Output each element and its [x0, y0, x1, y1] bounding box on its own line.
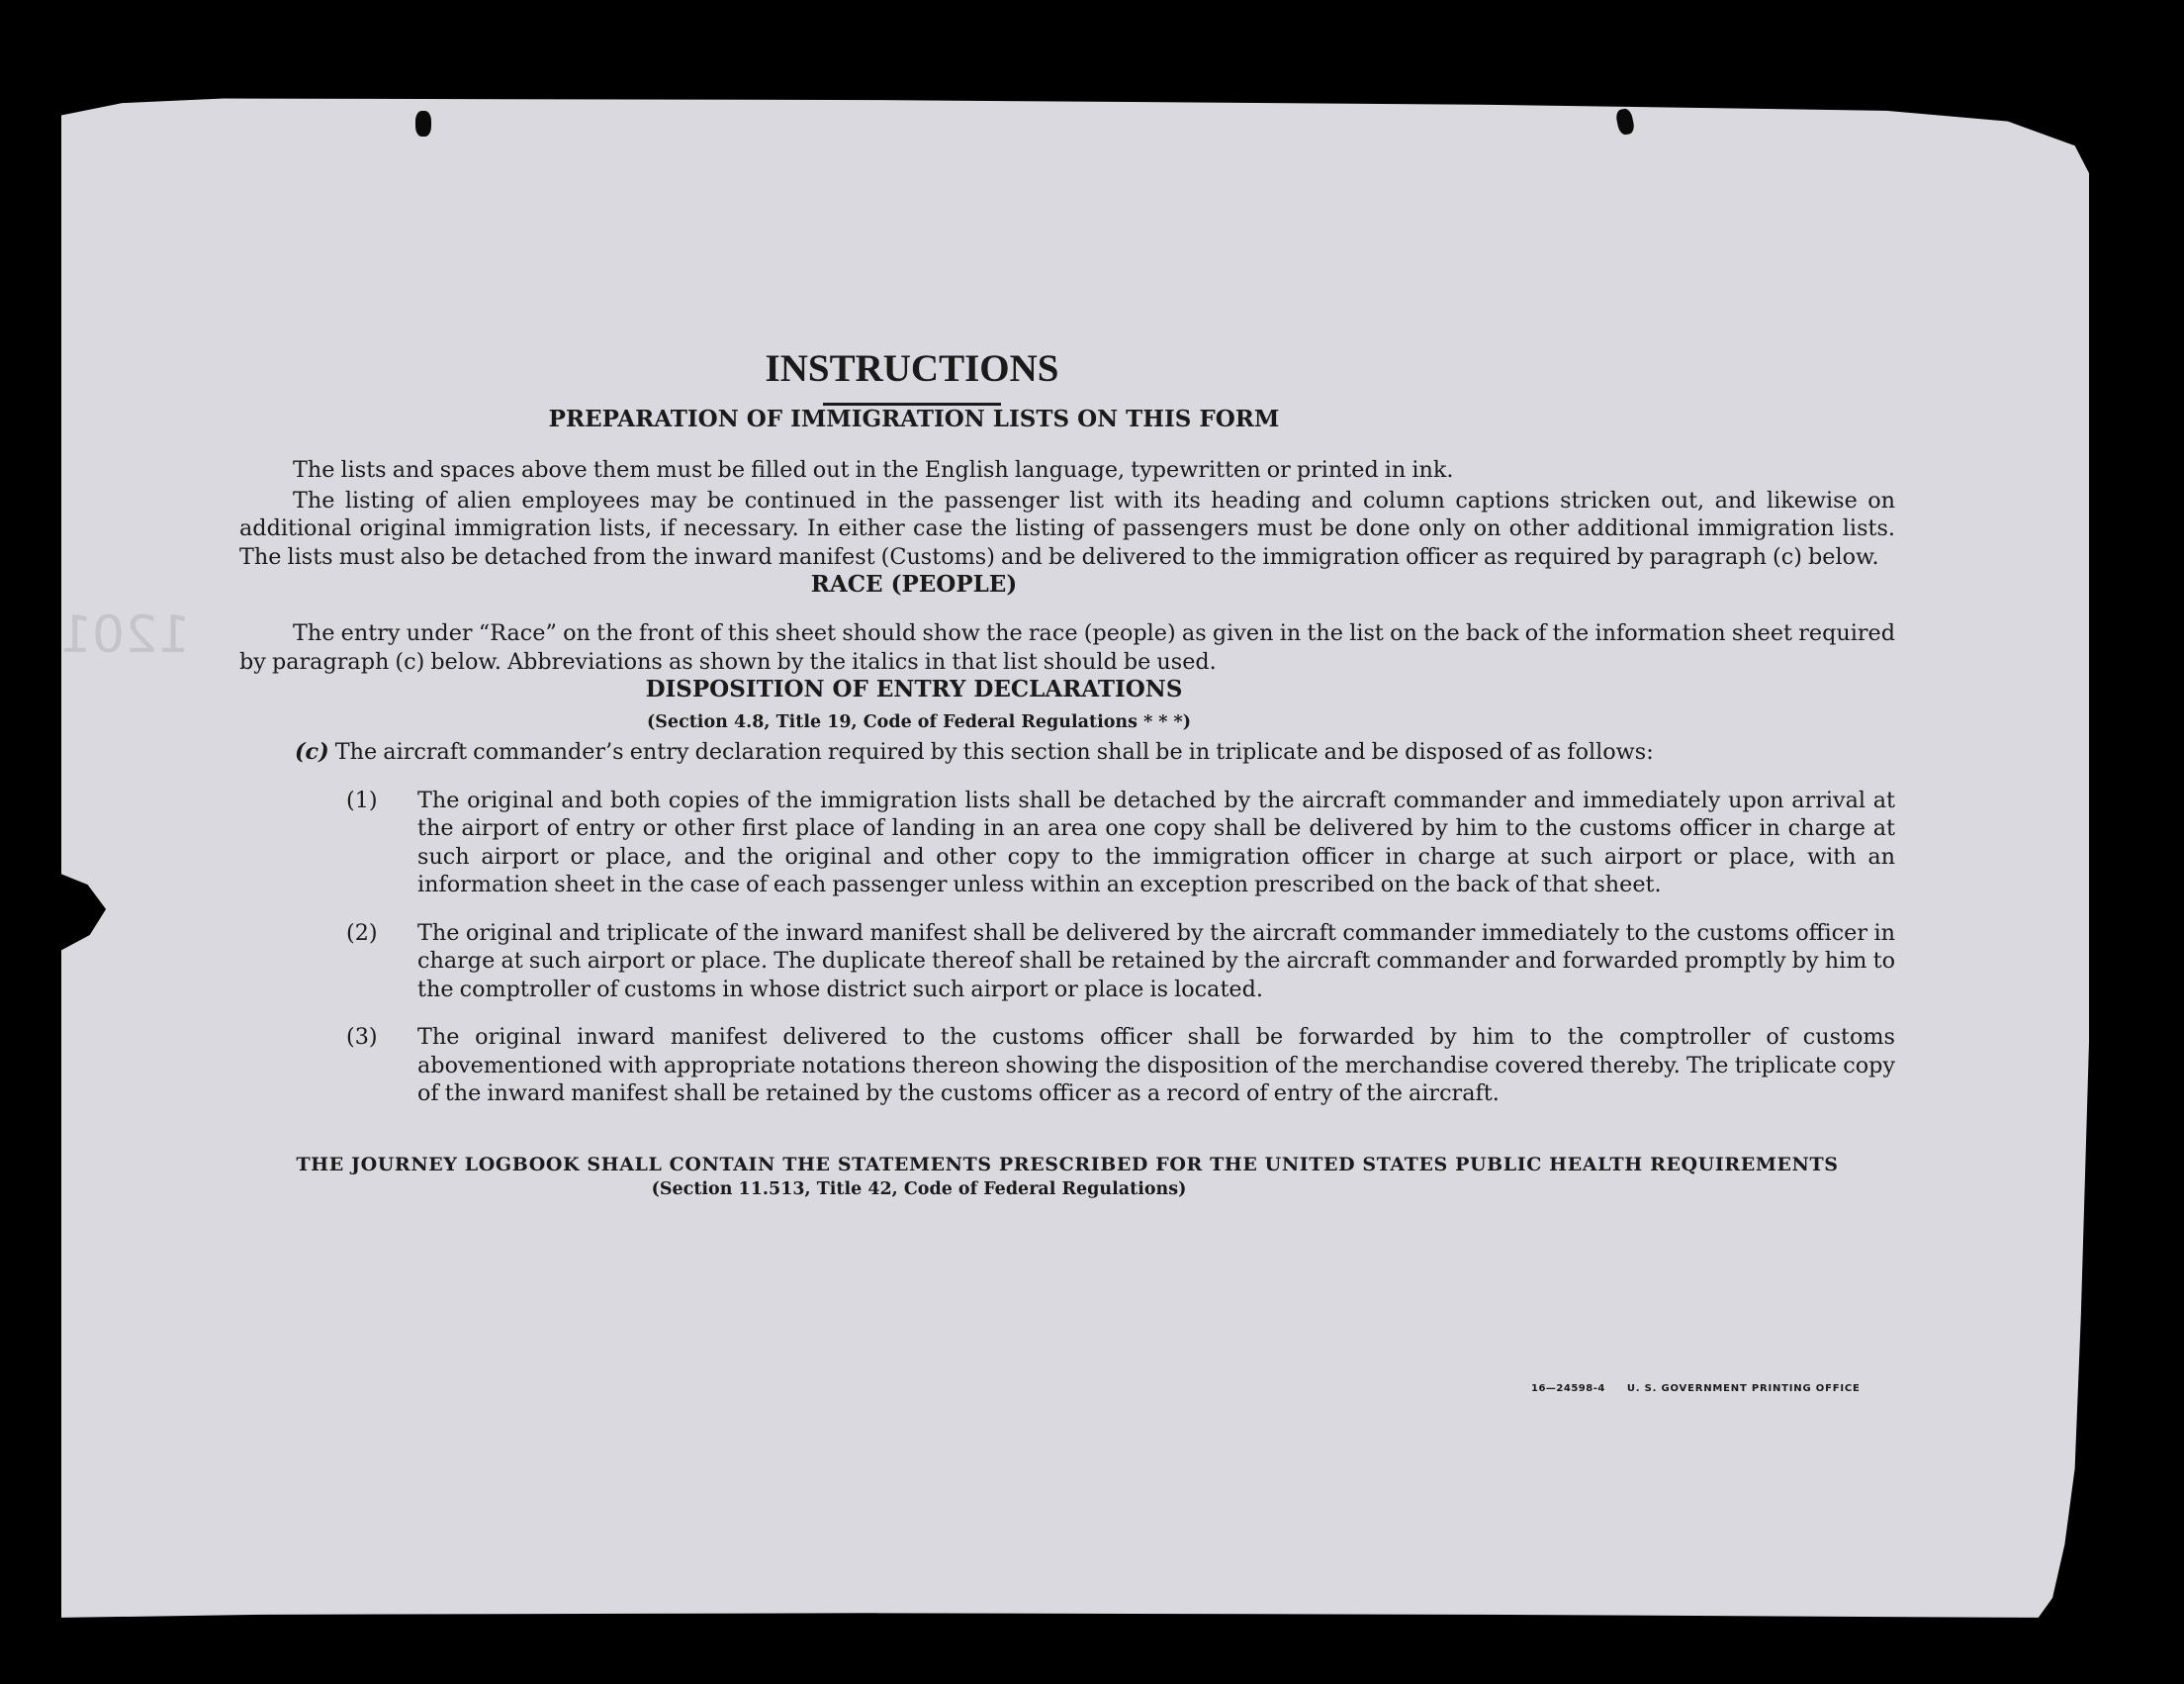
disposition-item-2 — [239, 919, 1895, 1004]
item-number: (2) — [346, 919, 378, 946]
logbook-citation: (Section 11.513, Title 42, Code of Federal Regulations) — [651, 1178, 1187, 1199]
item-text: The original and triplicate of the inward manifest shall be delivered by the aircraft commander immediately to the customs officer in charge at such airport or place. The duplicate thereof shall be retained by the aircraft commander and forwarded promptly by him to the comptroller of customs in whose district such airport or place is located. — [417, 919, 1895, 1002]
item-number: (3) — [346, 1024, 378, 1050]
preparation-paragraph-2: The listing of alien employees may be continued in the passenger list with its heading and column captions stricken out, and likewise on additional original immigration lists, if necessary. In either case the listing of passengers must be done only on other additional immigration lists. The lists must also be detached from the inward manifest (Customs) and be delivered to the immigration officer as required by paragraph (c) below. — [239, 487, 1895, 570]
disposition-item-1 — [239, 787, 1895, 899]
race-paragraph: The entry under “Race” on the front of this sheet should show the race (people) as given in the list on the back of the information sheet required by paragraph (c) below. Abbreviations as shown by the italics in that list should be used. — [239, 620, 1895, 675]
preparation-paragraph-1: The lists and spaces above them must be filled out in the English language, typewritten or printed in ink. — [293, 457, 1454, 483]
instructions-body — [239, 346, 1895, 1199]
paragraph-c-marker: (c) — [295, 739, 329, 765]
punch-hole-left — [415, 111, 431, 137]
printing-office: U. S. GOVERNMENT PRINTING OFFICE — [1626, 1383, 1861, 1394]
page-title: INSTRUCTIONS — [765, 347, 1059, 390]
item-text: The original inward manifest delivered to the customs officer shall be forwarded by him to the comptroller of customs abovementioned with appropriate notations thereon showing the disposition of the merchandise covered thereby. The triplicate copy of the inward manifest shall be retained by the customs officer as a record of entry of the aircraft. — [417, 1024, 1895, 1106]
paragraph-c-text: The aircraft commander’s entry declaration required by this section shall be in triplicate and be disposed of as follows: — [334, 739, 1654, 765]
item-text: The original and both copies of the immigration lists shall be detached by the aircraft commander and immediately upon arrival at the airport of entry or other first place of landing in an area one copy shall be delivered by him to the customs officer in charge at such airport or place, and the original and other copy to the immigration officer in charge at such airport or place, with an information sheet in the case of each passenger unless within an exception prescribed on the back of that sheet. — [417, 787, 1895, 897]
section-heading-race: RACE (PEOPLE) — [810, 571, 1018, 598]
paragraph-c — [239, 738, 1895, 767]
title-block — [239, 346, 1895, 406]
disposition-item-3 — [239, 1023, 1895, 1108]
form-number: 16—24598-4 — [1531, 1383, 1605, 1394]
logbook-statement: THE JOURNEY LOGBOOK SHALL CONTAIN THE STATEMENTS PRESCRIBED FOR THE UNITED STATES PUBLIC HEALTH REQUIREMENTS — [296, 1153, 1839, 1175]
section-heading-preparation: PREPARATION OF IMMIGRATION LISTS ON THIS FORM — [548, 406, 1280, 432]
item-number: (1) — [346, 787, 378, 813]
disposition-citation: (Section 4.8, Title 19, Code of Federal Regulations * * *) — [647, 712, 1191, 732]
bleed-through-mark: 1201 — [59, 606, 191, 665]
printer-imprint — [1531, 1383, 1861, 1394]
section-heading-disposition: DISPOSITION OF ENTRY DECLARATIONS — [645, 676, 1183, 702]
